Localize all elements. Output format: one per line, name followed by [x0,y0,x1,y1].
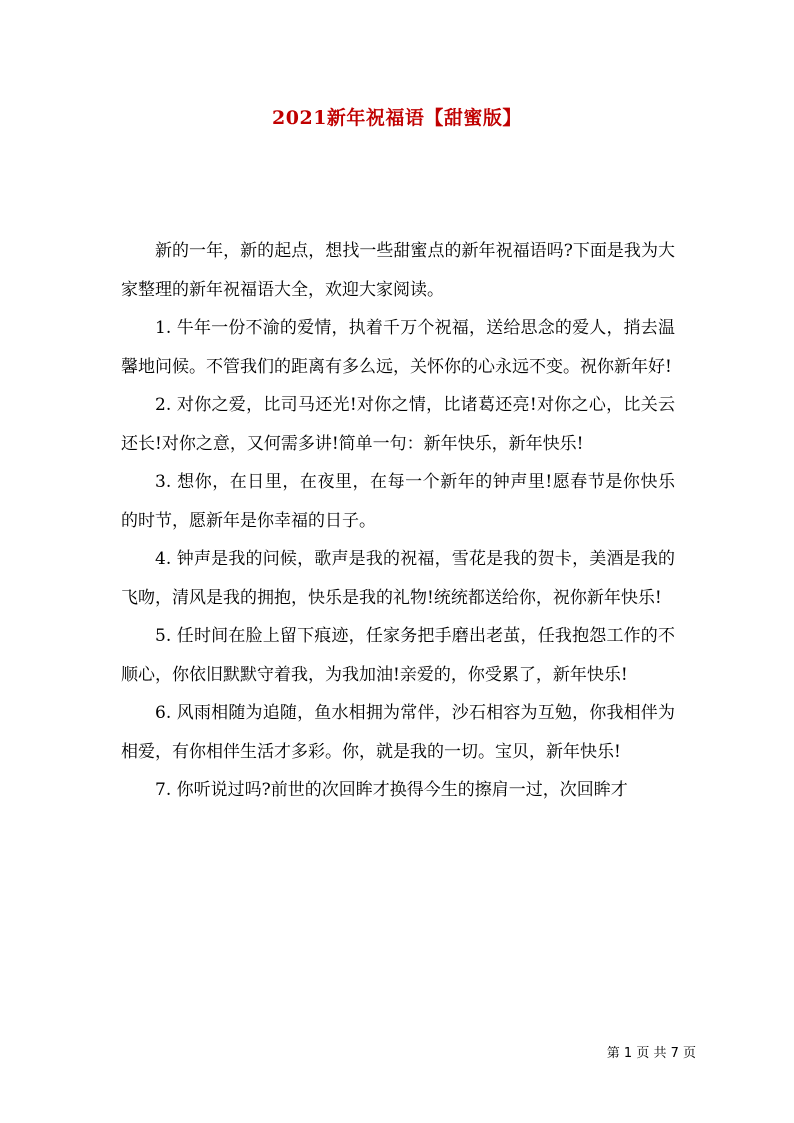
document-title: 2021新年祝福语【甜蜜版】 [272,107,522,129]
greeting-paragraph-4: 4. 钟声是我的问候，歌声是我的祝福，雪花是我的贺卡，美酒是我的飞吻，清风是我的拥抱，快乐是我的礼物!统统都送给你，祝你新年快乐! [121,549,675,608]
greeting-paragraph-7: 7. 你听说过吗?前世的次回眸才换得今生的擦肩一过，次回眸才 [155,780,628,800]
greeting-paragraph-6: 6. 风雨相随为追随，鱼水相拥为常伴，沙石相容为互勉，你我相伴为相爱，有你相伴生活才多彩。你，就是我的一切。宝贝，新年快乐! [121,703,675,762]
greeting-paragraph-2: 2. 对你之爱，比司马还光!对你之情，比诸葛还亮!对你之心，比关云还长!对你之意，又何需多讲!简单一句：新年快乐，新年快乐! [121,395,675,454]
greeting-paragraph-5: 5. 任时间在脸上留下痕迹，任家务把手磨出老茧，任我抱怨工作的不顺心，你依旧默默守着我，为我加油!亲爱的，你受累了，新年快乐! [121,626,675,685]
document-body [121,232,675,810]
intro-paragraph: 新的一年，新的起点，想找一些甜蜜点的新年祝福语吗?下面是我为大家整理的新年祝福语大全，欢迎大家阅读。 [121,241,675,300]
page-number-footer: 第 1 页 共 7 页 [606,1046,696,1061]
greeting-paragraph-1: 1. 牛年一份不渝的爱情，执着千万个祝福，送给思念的爱人，捎去温馨地问候。不管我们的距离有多么远，关怀你的心永远不变。祝你新年好! [121,318,675,377]
greeting-paragraph-3: 3. 想你，在日里，在夜里，在每一个新年的钟声里!愿春节是你快乐的时节，愿新年是你幸福的日子。 [121,472,675,531]
